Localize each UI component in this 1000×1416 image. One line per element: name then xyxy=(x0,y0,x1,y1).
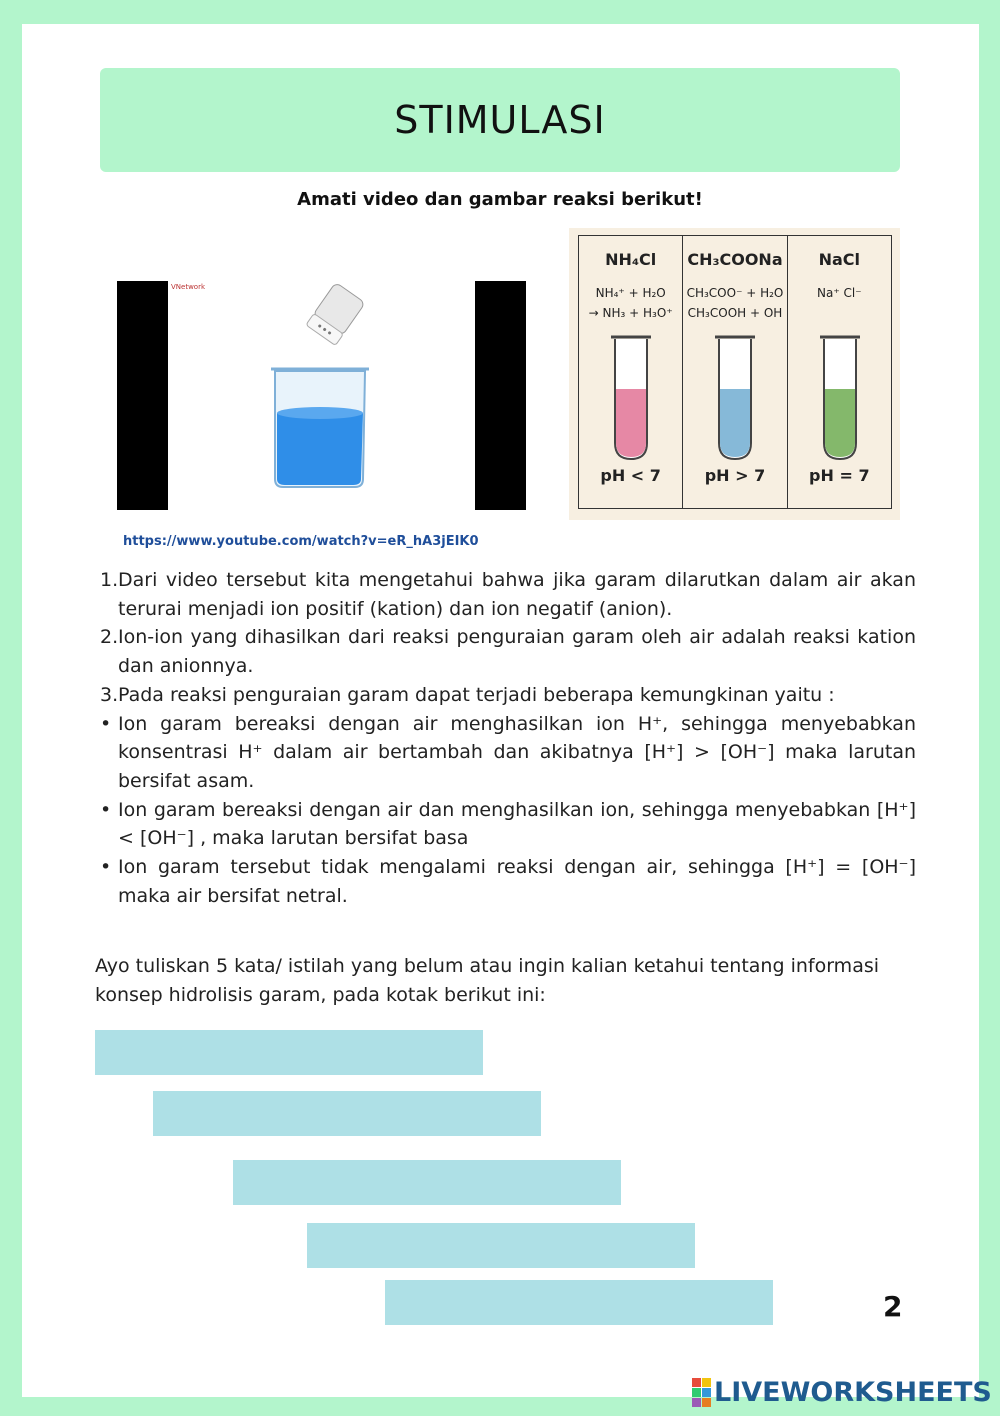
beaker-illustration xyxy=(117,281,526,510)
list-item xyxy=(95,566,916,623)
logo-block xyxy=(692,1398,701,1407)
bullet-item xyxy=(95,853,916,910)
list-item-text: Ion-ion yang dihasilkan dari reaksi penguraian garam oleh air adalah reaksi kation dan anionnya. xyxy=(118,626,916,678)
tube-column-ch3coona xyxy=(683,236,787,508)
list-number: 1. xyxy=(100,569,119,591)
reaction-line-1: NH₄⁺ + H₂O xyxy=(595,286,666,300)
answer-box-3[interactable] xyxy=(233,1160,621,1205)
list-item xyxy=(95,681,916,710)
logo-block xyxy=(702,1398,711,1407)
brand-name: LIVEWORKSHEETS xyxy=(714,1376,992,1408)
video-link[interactable]: https://www.youtube.com/watch?v=eR_hA3jEIK0 xyxy=(123,534,479,549)
bullet-marker: • xyxy=(100,712,112,735)
logo-blocks-icon xyxy=(692,1378,711,1407)
hydrolysis-reaction-chart xyxy=(569,228,900,520)
answer-box-2[interactable] xyxy=(153,1091,541,1136)
compound-label: CH₃COONa xyxy=(687,250,783,269)
liveworksheets-logo[interactable] xyxy=(692,1376,992,1408)
logo-block xyxy=(702,1388,711,1397)
bullet-item xyxy=(95,796,916,853)
compound-label: NH₄Cl xyxy=(605,250,657,269)
reaction-line-2: → NH₃ + H₃O⁺ xyxy=(588,306,673,320)
bullet-marker: • xyxy=(100,798,112,821)
page-number: 2 xyxy=(883,1290,903,1323)
list-item-text: Dari video tersebut kita mengetahui bahwa jika garam dilarutkan dalam air akan terurai menjadi ion positif (kation) dan ion negatif (anion). xyxy=(118,569,916,620)
test-tube-blue xyxy=(683,331,787,461)
explanation-list xyxy=(95,566,916,910)
instruction-subtitle: Amati video dan gambar reaksi berikut! xyxy=(297,189,703,210)
reaction-line-2: CH₃COOH + OH xyxy=(687,306,783,320)
bullet-text: Ion garam bereaksi dengan air menghasilkan ion H⁺, sehingga menyebabkan konsentrasi H⁺ dalam air bertambah dan akibatnya [H⁺] > [OH⁻] maka larutan bersifat asam. xyxy=(118,712,916,792)
title-banner xyxy=(100,68,900,172)
answer-box-5[interactable] xyxy=(385,1280,773,1325)
tube-liquid xyxy=(616,389,646,457)
task-prompt: Ayo tuliskan 5 kata/ istilah yang belum atau ingin kalian ketahui tentang informasi konsep hidrolisis garam, pada kotak berikut ini: xyxy=(95,955,880,1006)
tube-liquid xyxy=(720,389,750,457)
bullet-text: Ion garam bereaksi dengan air dan menghasilkan ion, sehingga menyebabkan [H⁺] < [OH⁻] , maka larutan bersifat basa xyxy=(118,798,916,850)
tube-liquid xyxy=(825,389,855,457)
video-thumbnail[interactable] xyxy=(117,281,526,510)
ph-label: pH > 7 xyxy=(704,466,766,485)
test-tube-green xyxy=(788,331,892,461)
tube-column-nh4cl xyxy=(579,236,683,508)
list-number: 2. xyxy=(100,626,119,649)
list-number: 3. xyxy=(100,683,119,706)
list-item-text: Pada reaksi penguraian garam dapat terjadi beberapa kemungkinan yaitu : xyxy=(118,683,835,706)
answer-box-1[interactable] xyxy=(95,1030,483,1075)
logo-block xyxy=(702,1378,711,1387)
video-logo: VNetwork xyxy=(171,283,206,291)
tube-column-nacl xyxy=(788,236,891,508)
logo-block xyxy=(692,1388,701,1397)
bullet-text: Ion garam tersebut tidak mengalami reaksi dengan air, sehingga [H⁺] = [OH⁻] maka air bersifat netral. xyxy=(118,856,916,907)
test-tube-pink xyxy=(579,331,683,461)
bullet-marker: • xyxy=(100,856,112,879)
ph-label: pH < 7 xyxy=(600,466,661,485)
ph-label: pH = 7 xyxy=(809,466,870,485)
bullet-item xyxy=(95,710,916,796)
list-item xyxy=(95,623,916,680)
reaction-line-1: CH₃COO⁻ + H₂O xyxy=(686,286,784,300)
answer-box-4[interactable] xyxy=(307,1223,695,1268)
logo-block xyxy=(692,1378,701,1387)
compound-label: NaCl xyxy=(818,250,861,269)
reaction-line-1: Na⁺ Cl⁻ xyxy=(817,286,862,300)
page-title: STIMULASI xyxy=(394,98,606,142)
